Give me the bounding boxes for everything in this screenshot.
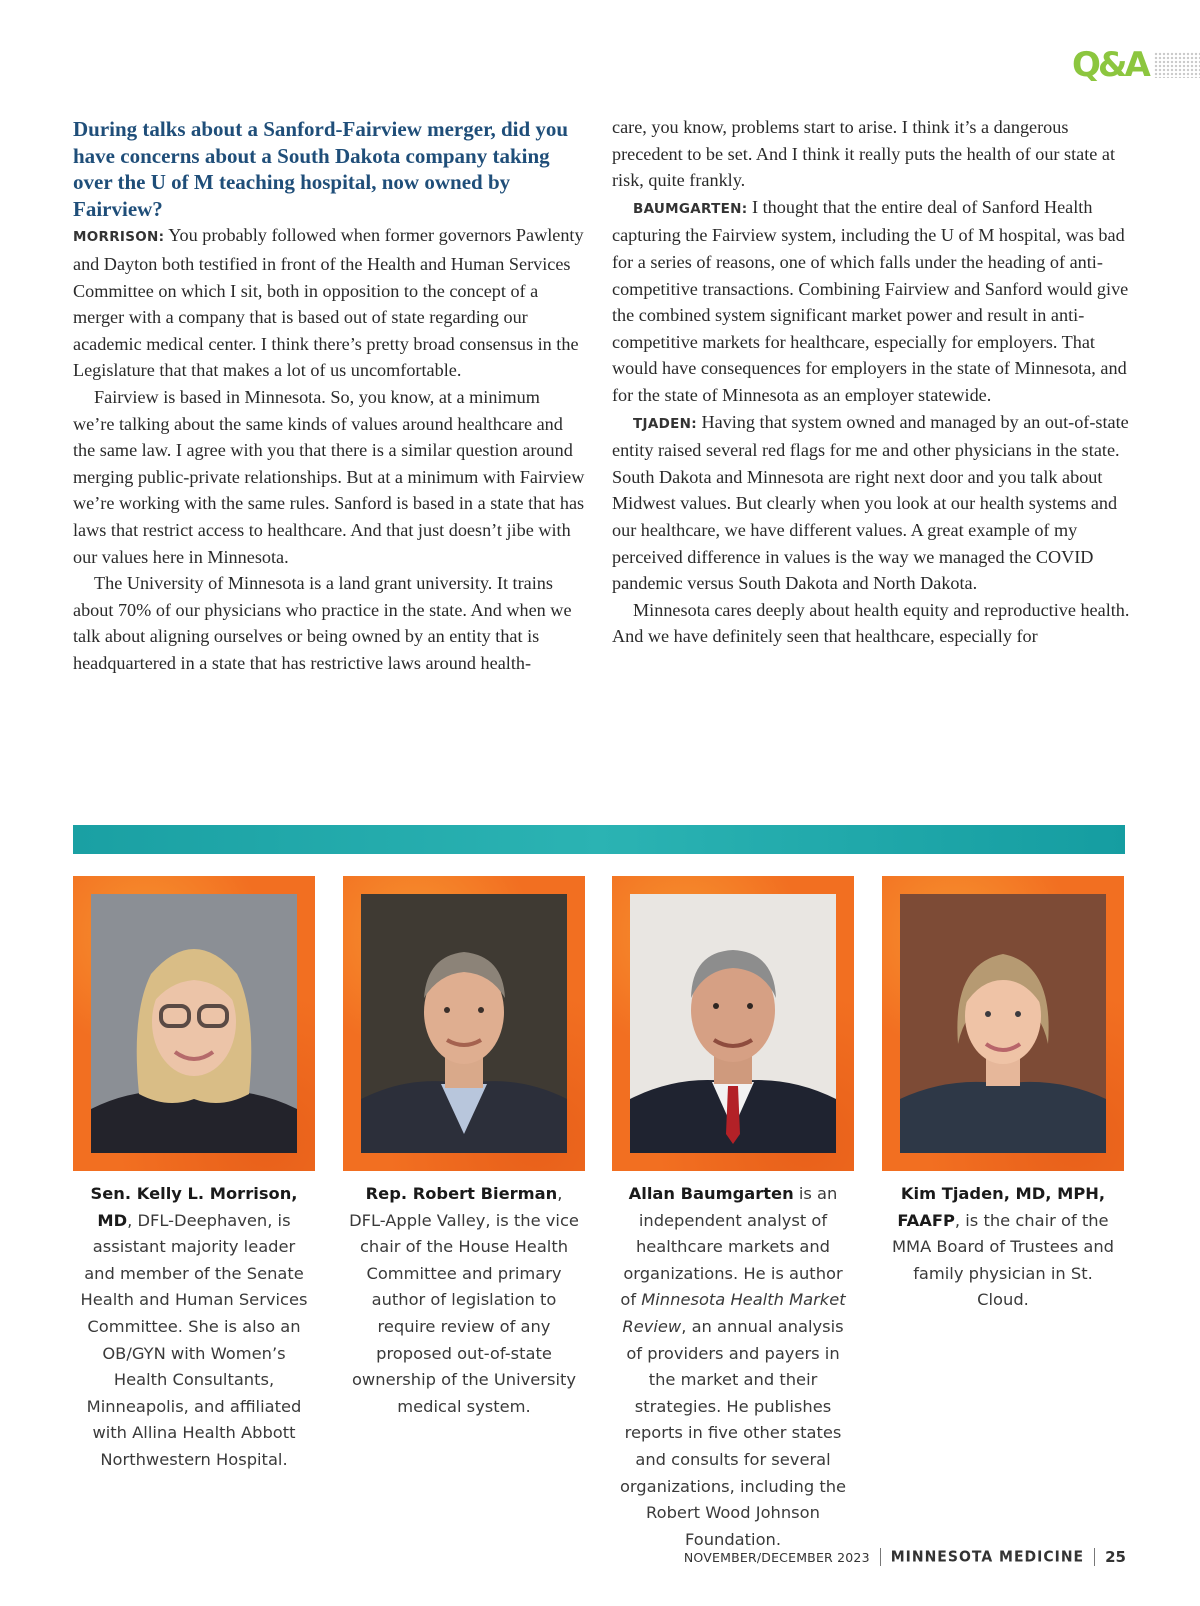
bio-card-tjaden <box>882 876 1124 1314</box>
bio-name: Rep. Robert Bierman <box>365 1184 558 1203</box>
portrait-photo <box>630 894 836 1153</box>
morrison-answer <box>73 222 585 384</box>
right-column <box>612 114 1132 650</box>
speaker-label: BAUMGARTEN: <box>633 200 748 217</box>
portrait-photo <box>361 894 567 1153</box>
speaker-label: TJADEN: <box>633 415 697 432</box>
bio-card-baumgarten <box>612 876 854 1553</box>
photo-frame <box>343 876 585 1171</box>
magazine-title: MINNESOTA MEDICINE <box>890 1548 1085 1566</box>
page-footer <box>684 1548 1126 1566</box>
paragraph: Fairview is based in Minnesota. So, you know, at a minimum we’re talking about the same kinds of values around healthcare and the same law. I agree with you that there is a similar question around merging public-private relationships. But at a minimum with Fairview we’re working with the same rules. Sanford is based in a state that has laws that restrict access to healthcare. And that just doesn’t jibe with our values here in Minnesota. <box>73 386 585 567</box>
bio-description: , DFL-Apple Valley, is the vice chair of the House Health Committee and primary author of legislation to require review of any proposed out-of-state ownership of the University medical system. <box>349 1184 579 1416</box>
paragraph: Minnesota cares deeply about health equity and reproductive health. And we have definitely seen that healthcare, especially for <box>612 599 1130 647</box>
tjaden-answer <box>612 409 1132 597</box>
qa-logo <box>1072 44 1200 86</box>
question-heading: During talks about a Sanford-Fairview merger, did you have concerns about a South Dakota company taking over the U of M teaching hospital, now owned by Fairview? <box>73 117 569 221</box>
photo-frame <box>73 876 315 1171</box>
answer-text: I thought that the entire deal of Sanford Health capturing the Fairview system, including the U of M hospital, was bad for a series of reasons, one of which falls under the heading of anti-competitive transactions. Combining Fairview and Sanford would give the combined system significant market power and result in anti-competitive markets for healthcare, especially for employers. That would have consequences for employers in the state of Minnesota, and for the state of Minnesota as an employer statewide. <box>612 196 1129 405</box>
portrait-photo <box>91 894 297 1153</box>
paragraph: The University of Minnesota is a land grant university. It trains about 70% of our physicians who practice in the state. And when we talk about aligning ourselves or being owned by an entity that is headquartered in a state that has restrictive laws around health- <box>73 573 572 673</box>
photo-frame <box>882 876 1124 1171</box>
bio-card-morrison <box>73 876 315 1474</box>
footer-divider <box>880 1548 881 1566</box>
bio-text <box>612 1181 854 1553</box>
photo-frame <box>612 876 854 1171</box>
baumgarten-answer <box>612 194 1132 409</box>
portrait-photo <box>900 894 1106 1153</box>
issue-date: NOVEMBER/DECEMBER 2023 <box>683 1549 870 1565</box>
bio-name: Allan Baumgarten <box>628 1184 794 1203</box>
bio-description: , an annual analysis of providers and payers in the market and their strategies. He publishes reports in five other states and consults for several organizations, including the Robert Wood Johnson Foundation. <box>619 1316 847 1549</box>
bio-description: is an independent analyst of healthcare markets and organizations. He is author of <box>620 1184 843 1310</box>
bio-description: , DFL-Deephaven, is assistant majority leader and member of the Senate Health and Human Services Committee. She is also an OB/GYN with Women’s Health Consultants, Minneapolis, and affiliated with Allina Health Abbott Northwestern Hospital. <box>80 1210 308 1469</box>
bio-text <box>343 1181 585 1420</box>
teal-banner <box>73 825 1125 854</box>
speaker-label: MORRISON: <box>73 229 165 246</box>
bio-text <box>73 1181 315 1474</box>
answer-text: You probably followed when former governors Pawlenty and Dayton both testified in front of the Health and Human Services Committee on which I sit, both in opposition to the concept of a merger with a company that is based out of state regarding our academic medical center. I think there’s pretty broad consensus in the Legislature that that makes a lot of us uncomfortable. <box>73 225 584 381</box>
dot-pattern <box>1154 52 1200 78</box>
paragraph: care, you know, problems start to arise. I think it’s a dangerous precedent to be set. And I think it really puts the health of our state at risk, quite frankly. <box>612 117 1116 191</box>
page-number: 25 <box>1105 1548 1126 1566</box>
bio-card-bierman <box>343 876 585 1420</box>
qa-logo-text: Q&A <box>1072 45 1148 85</box>
answer-text: Having that system owned and managed by an out-of-state entity raised several red flags for me and other physicians in the state. South Dakota and Minnesota are right next door and you talk about Midwest values. But clearly when you look at our health systems and our healthcare, we have different values. A great example of my perceived difference in values is the way we managed the COVID pandemic versus South Dakota and North Dakota. <box>612 411 1129 594</box>
publication-title: Minnesota Health Market Review <box>622 1290 846 1336</box>
bio-name: Kim Tjaden, MD, MPH, FAAFP <box>897 1184 1106 1230</box>
bio-description: , is the chair of the MMA Board of Trustees and family physician in St. Cloud. <box>891 1210 1115 1310</box>
left-column <box>73 114 585 676</box>
bio-name: Sen. Kelly L. Morrison, MD <box>90 1184 298 1230</box>
footer-divider <box>1094 1548 1095 1566</box>
bio-text <box>882 1181 1124 1314</box>
